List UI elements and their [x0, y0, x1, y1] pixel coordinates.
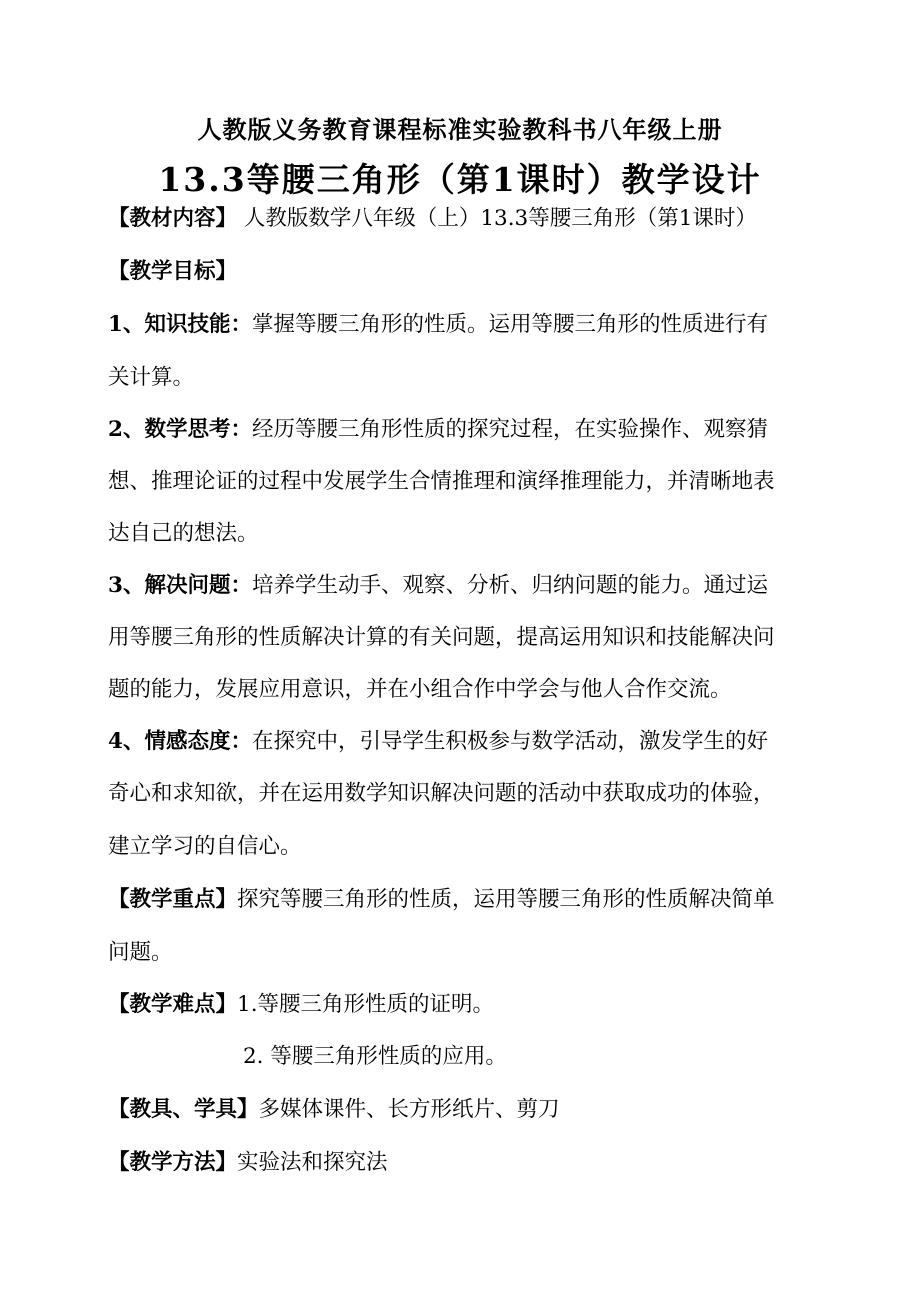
keypoint-label: 【教学重点】 [108, 887, 238, 912]
tools-line [108, 1094, 818, 1126]
objectives-heading: 【教学目标】 [108, 259, 238, 284]
objective-1-label: 1、知识技能： [108, 312, 252, 337]
content-text: 人教版数学八年级（上）13.3等腰三角形（第1课时） [243, 206, 757, 231]
tools-text: 多媒体课件、长方形纸片、剪刀 [258, 1097, 560, 1122]
keypoint-line-2: 问题。 [108, 940, 173, 965]
objective-4-line-3: 建立学习的自信心。 [108, 834, 302, 859]
objective-3-line-2: 用等腰三角形的性质解决计算的有关问题，提高运用知识和技能解决问 [108, 625, 775, 650]
objective-1-text: 掌握等腰三角形的性质。运用等腰三角形的性质进行有 [251, 312, 768, 337]
objective-3-text: 培养学生动手、观察、分析、归纳问题的能力。通过运 [251, 573, 768, 598]
method-line [108, 1147, 818, 1179]
difficulty-line-1 [108, 989, 818, 1021]
objective-2-line-2: 想、推理论证的过程中发展学生合情推理和演绎推理能力，并清晰地表 [108, 469, 775, 494]
objective-3-line-3: 题的能力，发展应用意识，并在小组合作中学会与他人合作交流。 [108, 677, 732, 702]
objective-2-line-1 [108, 414, 818, 446]
tools-label: 【教具、学具】 [108, 1097, 259, 1122]
objective-1-line-2: 关计算。 [108, 365, 195, 390]
objective-1-line-1 [108, 309, 818, 341]
content-section [108, 203, 818, 235]
objective-2-text: 经历等腰三角形性质的探究过程，在实验操作、观察猜 [251, 417, 768, 442]
document-title: 13.3等腰三角形（第1课时）教学设计 [158, 160, 762, 199]
objective-4-label: 4、情感态度： [108, 729, 252, 754]
keypoint-line-1 [108, 884, 818, 916]
objective-3-label: 3、解决问题： [108, 573, 252, 598]
keypoint-text: 探究等腰三角形的性质，运用等腰三角形的性质解决简单 [237, 887, 775, 912]
objective-4-line-1 [108, 726, 818, 758]
difficulty-item-1: 1.等腰三角形性质的证明。 [237, 992, 495, 1017]
difficulty-label: 【教学难点】 [108, 992, 238, 1017]
difficulty-item-2: 2. 等腰三角形性质的应用。 [243, 1044, 507, 1069]
objective-2-label: 2、数学思考： [108, 417, 252, 442]
method-label: 【教学方法】 [108, 1150, 238, 1175]
objective-4-line-2: 奇心和求知欲，并在运用数学知识解决问题的活动中获取成功的体验， [108, 781, 775, 806]
objective-3-line-1 [108, 570, 818, 602]
objective-2-line-3: 达自己的想法。 [108, 521, 259, 546]
objective-4-text: 在探究中，引导学生积极参与数学活动，激发学生的好 [251, 729, 768, 754]
content-label: 【教材内容】 [108, 206, 238, 231]
method-text: 实验法和探究法 [237, 1150, 388, 1175]
document-subtitle: 人教版义务教育课程标准实验教科书八年级上册 [197, 115, 723, 144]
